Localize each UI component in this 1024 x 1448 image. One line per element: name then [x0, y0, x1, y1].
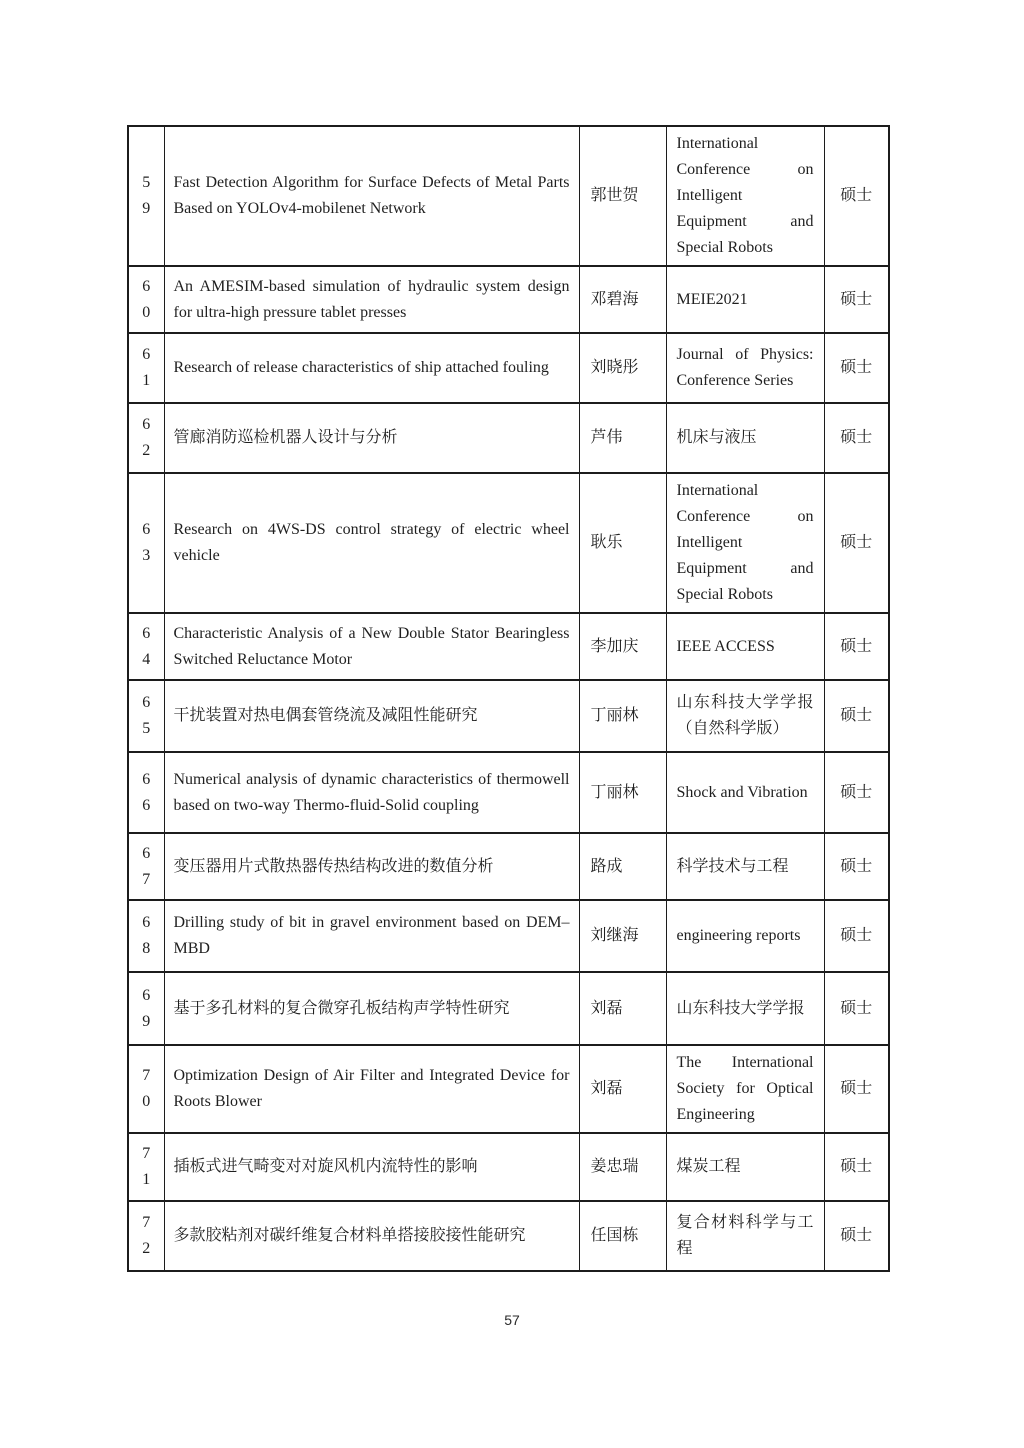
cell-seq: 71	[128, 1133, 164, 1201]
cell-seq: 62	[128, 403, 164, 473]
cell-degree: 硕士	[824, 266, 889, 333]
cell-title: Optimization Design of Air Filter and Integrated Device for Roots Blower	[164, 1045, 579, 1133]
cell-venue: International Conference on Intelligent Equipment and Special Robots	[666, 126, 824, 266]
cell-title: Research of release characteristics of ship attached fouling	[164, 333, 579, 403]
cell-venue: 科学技术与工程	[666, 833, 824, 900]
cell-seq: 70	[128, 1045, 164, 1133]
cell-degree: 硕士	[824, 972, 889, 1045]
cell-degree: 硕士	[824, 1201, 889, 1271]
cell-degree: 硕士	[824, 752, 889, 833]
cell-author: 任国栋	[579, 1201, 666, 1271]
cell-seq: 63	[128, 473, 164, 613]
cell-title: Numerical analysis of dynamic characteristics of thermowell based on two-way Thermo-fluid-Solid coupling	[164, 752, 579, 833]
cell-author: 芦伟	[579, 403, 666, 473]
cell-title: 基于多孔材料的复合微穿孔板结构声学特性研究	[164, 972, 579, 1045]
cell-title: Fast Detection Algorithm for Surface Defects of Metal Parts Based on YOLOv4-mobilenet Network	[164, 126, 579, 266]
cell-title: Drilling study of bit in gravel environment based on DEM–MBD	[164, 900, 579, 972]
cell-venue: engineering reports	[666, 900, 824, 972]
cell-degree: 硕士	[824, 403, 889, 473]
cell-author: 刘继海	[579, 900, 666, 972]
table-row	[128, 266, 889, 333]
table-row	[128, 333, 889, 403]
cell-title: 干扰装置对热电偶套管绕流及减阻性能研究	[164, 680, 579, 752]
cell-seq: 65	[128, 680, 164, 752]
table-row	[128, 1045, 889, 1133]
cell-degree: 硕士	[824, 473, 889, 613]
cell-seq: 72	[128, 1201, 164, 1271]
cell-degree: 硕士	[824, 1133, 889, 1201]
cell-degree: 硕士	[824, 680, 889, 752]
cell-degree: 硕士	[824, 900, 889, 972]
publications-table	[127, 125, 890, 1272]
table-row	[128, 126, 889, 266]
table-row	[128, 1133, 889, 1201]
cell-venue: Journal of Physics: Conference Series	[666, 333, 824, 403]
cell-seq: 68	[128, 900, 164, 972]
table-row	[128, 473, 889, 613]
table-row	[128, 1201, 889, 1271]
cell-seq: 69	[128, 972, 164, 1045]
cell-seq: 66	[128, 752, 164, 833]
cell-title: 多款胶粘剂对碳纤维复合材料单搭接胶接性能研究	[164, 1201, 579, 1271]
cell-seq: 60	[128, 266, 164, 333]
cell-venue: 复合材料科学与工程	[666, 1201, 824, 1271]
cell-venue: 山东科技大学学报（自然科学版）	[666, 680, 824, 752]
cell-venue: 机床与液压	[666, 403, 824, 473]
cell-degree: 硕士	[824, 333, 889, 403]
cell-author: 邓碧海	[579, 266, 666, 333]
cell-author: 丁丽林	[579, 680, 666, 752]
cell-author: 李加庆	[579, 613, 666, 680]
cell-venue: MEIE2021	[666, 266, 824, 333]
cell-author: 刘晓彤	[579, 333, 666, 403]
cell-author: 郭世贺	[579, 126, 666, 266]
cell-title: Characteristic Analysis of a New Double Stator Bearingless Switched Reluctance Motor	[164, 613, 579, 680]
page-number: 57	[504, 1312, 520, 1328]
table-row	[128, 752, 889, 833]
cell-degree: 硕士	[824, 1045, 889, 1133]
cell-seq: 59	[128, 126, 164, 266]
cell-author: 丁丽林	[579, 752, 666, 833]
cell-venue: 山东科技大学学报	[666, 972, 824, 1045]
cell-venue: International Conference on Intelligent Equipment and Special Robots	[666, 473, 824, 613]
cell-venue: IEEE ACCESS	[666, 613, 824, 680]
table-row	[128, 680, 889, 752]
cell-author: 路成	[579, 833, 666, 900]
cell-venue: The International Society for Optical Engineering	[666, 1045, 824, 1133]
cell-title: Research on 4WS-DS control strategy of electric wheel vehicle	[164, 473, 579, 613]
cell-title: 插板式进气畸变对对旋风机内流特性的影响	[164, 1133, 579, 1201]
table-row	[128, 900, 889, 972]
cell-author: 刘磊	[579, 1045, 666, 1133]
cell-seq: 61	[128, 333, 164, 403]
cell-title: 管廊消防巡检机器人设计与分析	[164, 403, 579, 473]
cell-seq: 64	[128, 613, 164, 680]
table-row	[128, 613, 889, 680]
table-row	[128, 972, 889, 1045]
cell-author: 耿乐	[579, 473, 666, 613]
cell-degree: 硕士	[824, 126, 889, 266]
cell-author: 刘磊	[579, 972, 666, 1045]
cell-seq: 67	[128, 833, 164, 900]
cell-author: 姜忠瑞	[579, 1133, 666, 1201]
table-row	[128, 403, 889, 473]
cell-degree: 硕士	[824, 613, 889, 680]
table-row	[128, 833, 889, 900]
cell-venue: 煤炭工程	[666, 1133, 824, 1201]
cell-title: 变压器用片式散热器传热结构改进的数值分析	[164, 833, 579, 900]
cell-venue: Shock and Vibration	[666, 752, 824, 833]
cell-title: An AMESIM-based simulation of hydraulic system design for ultra-high pressure tablet presses	[164, 266, 579, 333]
cell-degree: 硕士	[824, 833, 889, 900]
